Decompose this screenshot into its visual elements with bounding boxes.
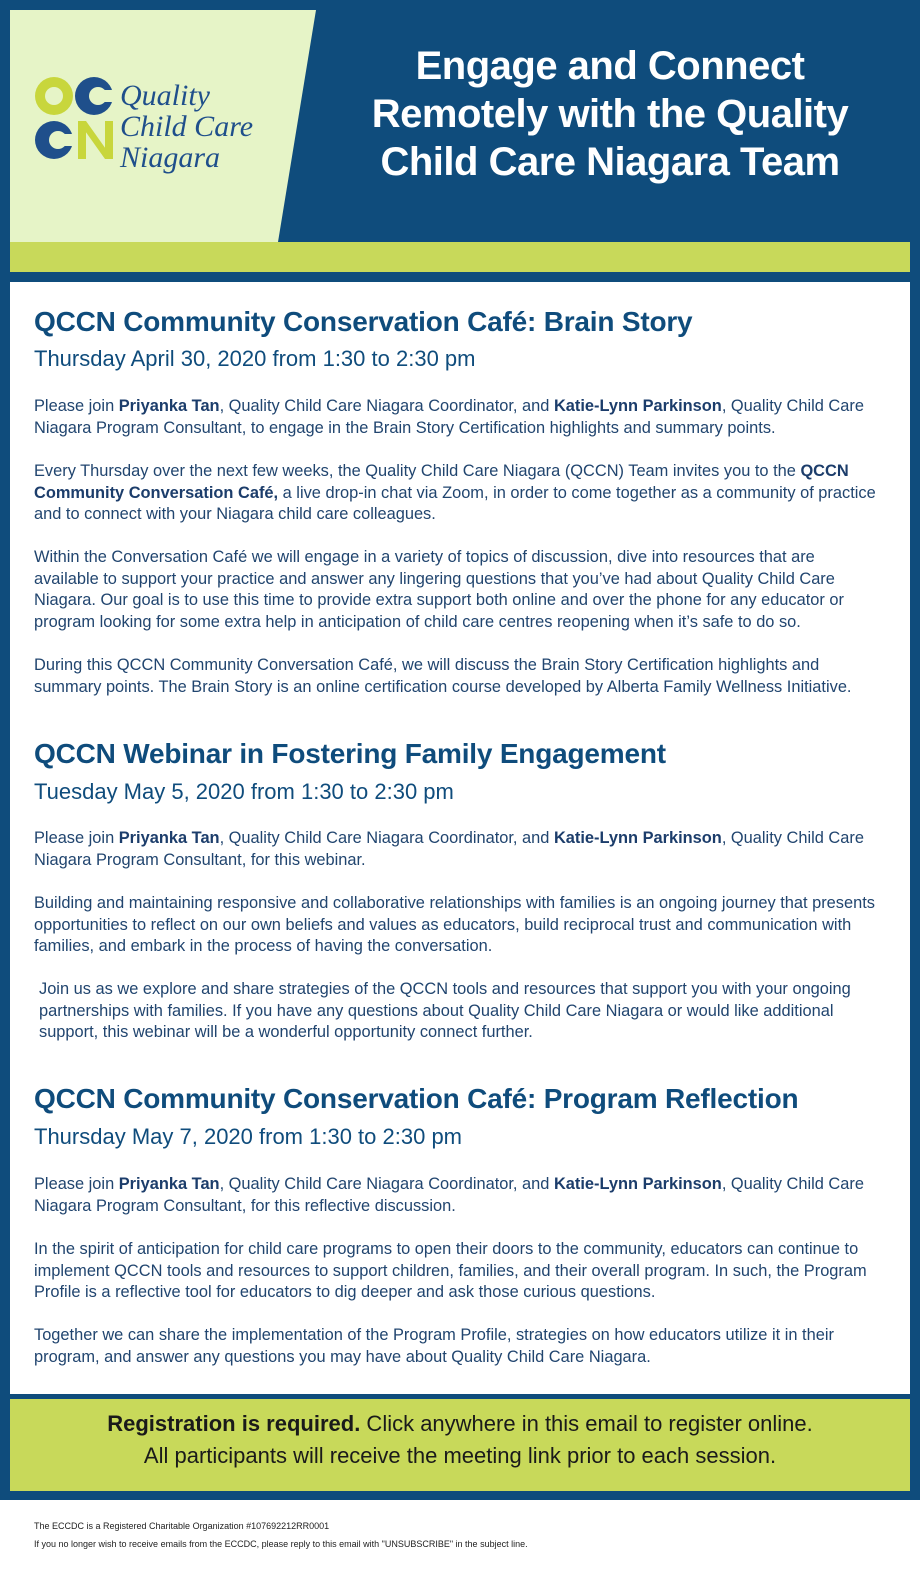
section-1-title: QCCN Community Conservation Café: Brain Story (34, 306, 693, 337)
presenter-name: Priyanka Tan (118, 1175, 220, 1193)
section-3-paragraph-2: In the spirit of anticipation for child care programs to open their doors to the community, educators can continue to implement QCCN tools and resources to support children, families, and their overall program. In such, the Program Profile is a reflective tool for educators to dig deeper and ask those curious questions. (34, 1240, 867, 1301)
logo-line-quality: Quality (120, 79, 210, 112)
charity-registration-note: The ECCDC is a Registered Charitable Organization #107692212RR0001 (34, 1521, 330, 1531)
logo-line-child-care: Child Care (120, 110, 254, 143)
registration-line-1[interactable] (10, 1411, 910, 1437)
logo-line-niagara: Niagara (120, 141, 221, 174)
section-3-intro: Please join Priyanka Tan, Quality Child Care Niagara Coordinator, and Katie-Lynn Parkinson, Quality Child Care Niagara Program Consultant, for this reflective discussion. (34, 1175, 864, 1215)
registration-line-2: All participants will receive the meeting link prior to each session. (143, 1443, 777, 1468)
section-1-intro: Please join Priyanka Tan, Quality Child Care Niagara Coordinator, and Katie-Lynn Parkinson, Quality Child Care Niagara Program Consultant, to engage in the Brain Story Certification highlights and summary points. (34, 397, 864, 437)
register-online-text[interactable]: Click anywhere in this email to register online. (360, 1411, 813, 1436)
header-title-line-1: Engage and Connect (415, 44, 805, 88)
main-content[interactable] (10, 282, 910, 1394)
section-2-paragraph-3: Join us as we explore and share strategies of the QCCN tools and resources that support you with your ongoing partnerships with families. If you have any questions about Quality Child Care Niagara or would like additional support, this webinar will be a wonderful opportunity connect further. (39, 980, 851, 1041)
section-1-paragraph-2: Every Thursday over the next few weeks, the Quality Child Care Niagara (QCCN) Team invites you to the QCCN Community Conversation Café, a live drop-in chat via Zoom, in order to come together as a community of practice and to connect with your Niagara child care colleagues. (34, 462, 876, 523)
section-3-title: QCCN Community Conservation Café: Program Reflection (34, 1083, 799, 1114)
section-1-paragraph-3: Within the Conversation Café we will engage in a variety of topics of discussion, dive into resources that are available to support your practice and answer any lingering questions that you’ve had about Quality Child Care Niagara. Our goal is to use this time to provide extra support both online and over the phone for any educator or program looking for some extra help in anticipation of child care centres reopening when it’s safe to do so. (34, 548, 844, 631)
conversation-cafe-name: QCCN Community Conversation Café, (34, 462, 849, 502)
header-title (320, 42, 900, 186)
section-2-date: Tuesday May 5, 2020 from 1:30 to 2:30 pm (34, 779, 454, 804)
registration-required-label: Registration is required. (107, 1411, 361, 1436)
qccn-logo-mark (34, 74, 116, 164)
section-2-intro: Please join Priyanka Tan, Quality Child Care Niagara Coordinator, and Katie-Lynn Parkinson, Quality Child Care Niagara Program Consultant, for this webinar. (34, 829, 864, 869)
section-3-paragraph-3: Together we can share the implementation of the Program Profile, strategies on how educators utilize it in their program, and answer any questions you may have about Quality Child Care Niagara. (34, 1326, 834, 1366)
presenter-name: Katie-Lynn Parkinson (553, 829, 722, 847)
presenter-name: Katie-Lynn Parkinson (553, 1175, 722, 1193)
registration-banner[interactable] (10, 1399, 910, 1491)
section-1-paragraph-4: During this QCCN Community Conversation Café, we will discuss the Brain Story Certification highlights and summary points. The Brain Story is an online certification course developed by Alberta Family Wellness Initiative. (34, 656, 852, 696)
header-title-line-3: Child Care Niagara Team (380, 140, 840, 184)
header-banner[interactable] (10, 10, 910, 242)
header-title-line-2: Remotely with the Quality (371, 92, 849, 136)
section-2-paragraph-2: Building and maintaining responsive and collaborative relationships with families is an ongoing journey that presents opportunities to reflect on our own beliefs and values as educators, build reciprocal trust and communication with families, and embark in the process of having the conversation. (34, 894, 875, 955)
header-accent-band (10, 242, 910, 272)
presenter-name: Priyanka Tan (118, 829, 220, 847)
logo-wordmark (120, 80, 253, 173)
unsubscribe-note: If you no longer wish to receive emails from the ECCDC, please reply to this email with "UNSUBSCRIBE" in the subject line. (34, 1539, 528, 1549)
section-1-date: Thursday April 30, 2020 from 1:30 to 2:30 pm (34, 346, 476, 371)
logo-letter-q: Q (34, 74, 35, 75)
qccn-logo[interactable] (34, 74, 284, 184)
section-2-title: QCCN Webinar in Fostering Family Engagement (34, 738, 666, 769)
presenter-name: Katie-Lynn Parkinson (553, 397, 722, 415)
presenter-name: Priyanka Tan (118, 397, 220, 415)
section-3-date: Thursday May 7, 2020 from 1:30 to 2:30 pm (34, 1124, 463, 1149)
